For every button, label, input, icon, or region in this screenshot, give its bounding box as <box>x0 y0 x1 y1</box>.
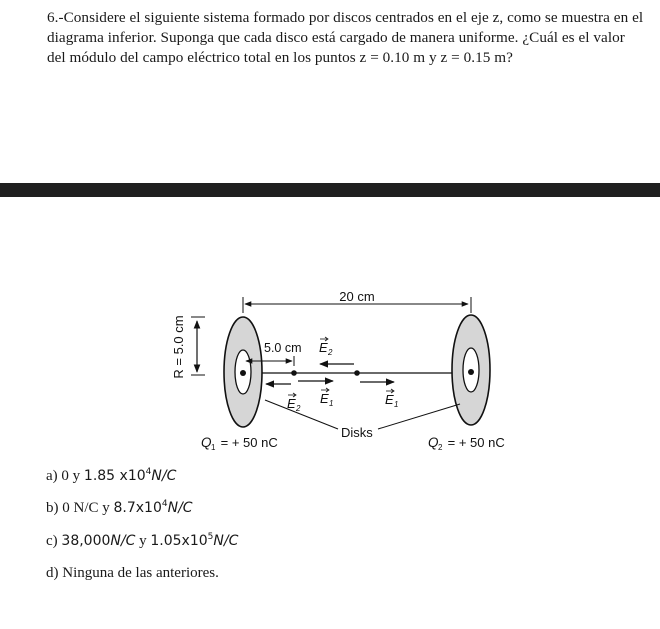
field-point-2 <box>354 370 360 376</box>
question-text: 6.-Considere el siguiente sistema formado por discos centrados en el eje z, como se muestra en el diagrama inferior. Suponga que cada disco está cargado de manera uniforme. ¿Cuál es el valor del módulo del campo eléctrico total en los puntos z = 0.10 m y z = 0.15 m? <box>47 9 644 66</box>
svg-text:E: E <box>320 391 329 406</box>
svg-text:Q: Q <box>201 435 212 450</box>
q2-label <box>428 435 505 452</box>
field-point-1 <box>291 370 297 376</box>
svg-text:E: E <box>385 392 394 407</box>
disks-leader-right <box>378 404 460 429</box>
offset-label: 5.0 cm <box>264 341 302 355</box>
option-a-prefix: a) 0 y <box>46 468 84 484</box>
option-a-value: 1.85 $x10^4N/C$ <box>83 467 177 484</box>
option-d[interactable]: d) Ninguna de las anteriores. <box>46 565 219 581</box>
svg-text:2: 2 <box>328 348 333 357</box>
option-a[interactable] <box>46 468 176 485</box>
separation-label: 20 cm <box>339 289 375 304</box>
option-c-value-1: 38,000N/C <box>61 533 136 549</box>
svg-text:= + 50 nC: = + 50 nC <box>217 435 278 450</box>
option-b[interactable] <box>46 500 193 517</box>
svg-text:1: 1 <box>329 399 334 408</box>
svg-text:2: 2 <box>438 443 443 452</box>
svg-text:1: 1 <box>394 400 399 409</box>
option-c-value-2: $1.05x10^5N/C$ <box>150 532 239 549</box>
svg-text:E: E <box>319 340 328 355</box>
svg-text:= + 50 nC: = + 50 nC <box>444 435 505 450</box>
e2-label-point2 <box>319 337 333 357</box>
svg-text:Q: Q <box>428 435 439 450</box>
disks-label: Disks <box>341 425 373 440</box>
option-b-value: $8.7x10^4N/C$ <box>113 499 193 516</box>
radius-label: R = 5.0 cm <box>171 315 186 379</box>
disk-1 <box>224 317 262 427</box>
e1-label-point2 <box>385 389 398 409</box>
svg-text:E: E <box>287 396 296 411</box>
e1-label-point1 <box>320 388 333 408</box>
svg-text:1: 1 <box>211 443 216 452</box>
option-b-prefix: b) 0 N/C y <box>46 500 114 516</box>
option-c[interactable]: c) 38,000N/C y $1.05x10^5N/C$ <box>46 532 239 549</box>
q1-label <box>201 435 278 452</box>
svg-text:2: 2 <box>296 404 301 413</box>
option-c-prefix: c) <box>46 533 62 549</box>
disk-2 <box>452 315 490 425</box>
